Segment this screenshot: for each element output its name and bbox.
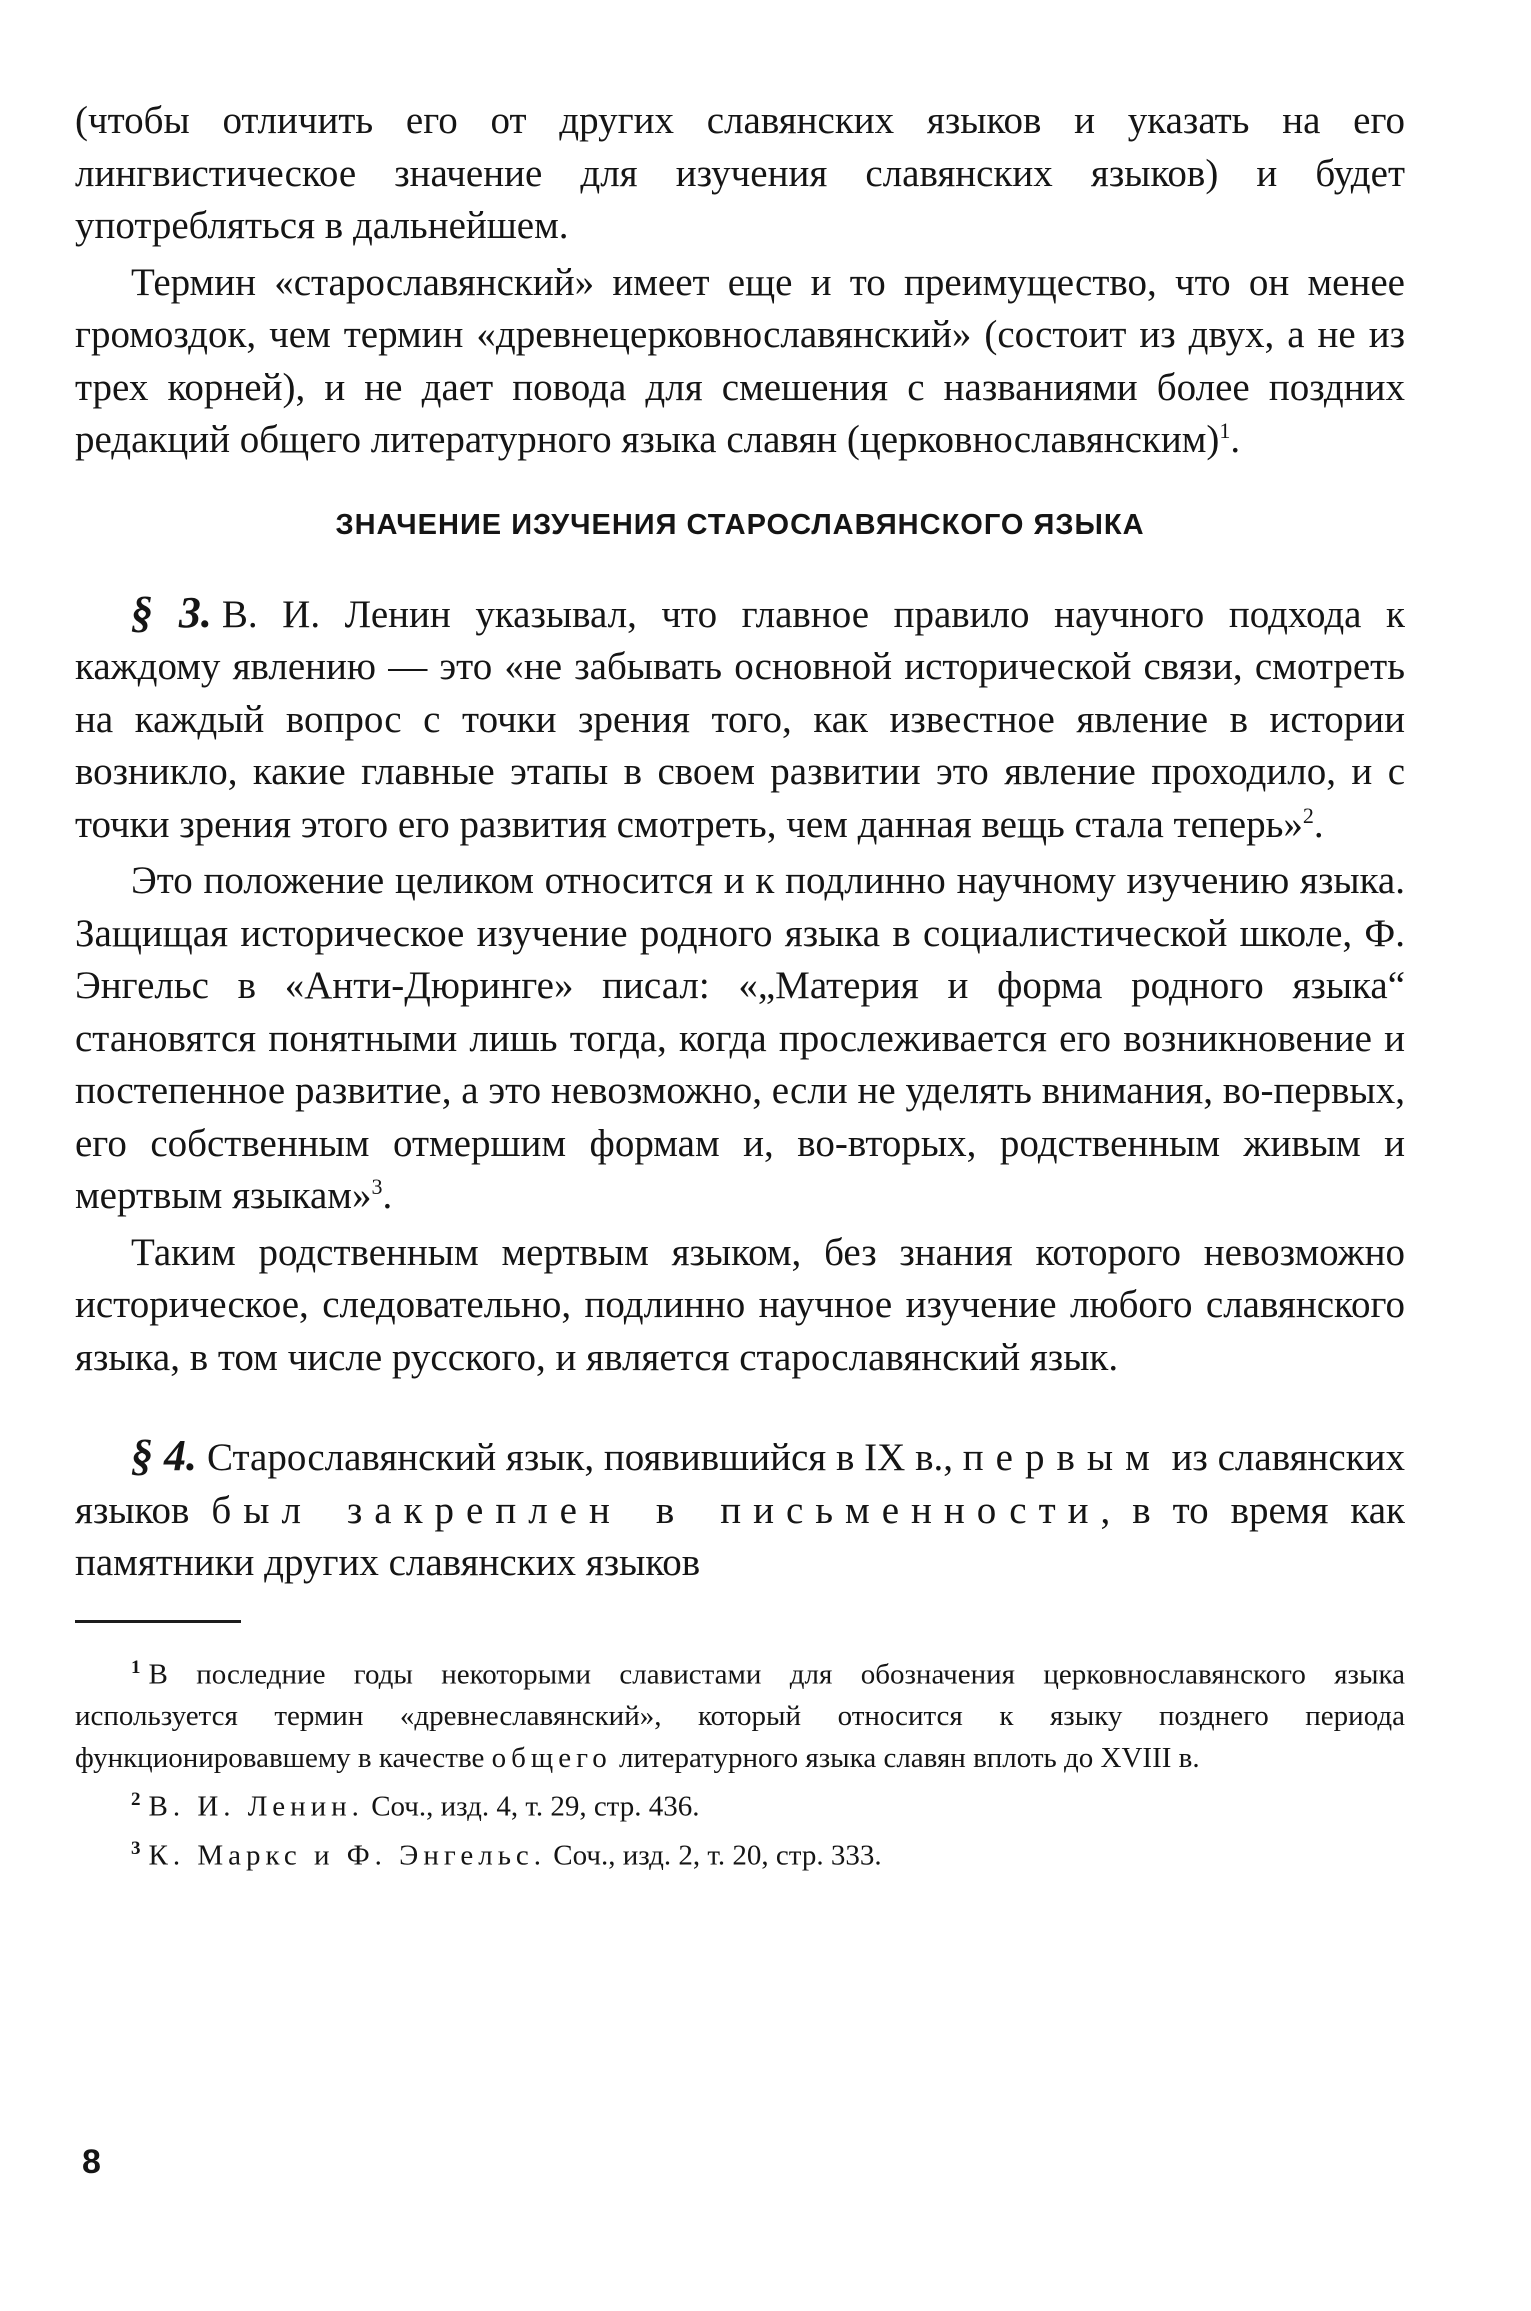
section-3-paragraph-2-text: Это положение целиком относится и к подлинно научному изучению языка. Защищая историческое изучение родного языка в социалистической школе, Ф. Энгельс в «Анти-Дюринге» писал: «„Материя и форма родного языка“ становятся понятными лишь тогда, когда прослеживается его возникновение и постепенное развитие, а это невозможно, если не уделять внимания, во-первых, его собственным отмершим формам и, во-вторых, родственным живым и мертвым языкам» [75,859,1405,1217]
footnote-2-number: 2 [131,1789,141,1811]
section-3-paragraph-1-text: В. И. Ленин указывал, что главное правило научного подхода к каждому явлению — это «не забывать основной исторической связи, смотреть на каждый вопрос с точки зрения того, как известное явление в истории возникло, какие главные этапы в своем развитии это явление проходило, и с точки зрения этого его развития смотреть, чем данная вещь стала теперь» [75,592,1405,846]
page-number: 8 [82,2143,101,2181]
section-3-paragraph-2-end: . [382,1174,393,1217]
section-3-paragraph-1-end: . [1313,802,1324,846]
section-4-mark: § 4. [131,1431,198,1480]
section-heading: ЗНАЧЕНИЕ ИЗУЧЕНИЯ СТАРОСЛАВЯНСКОГО ЯЗЫКА [335,508,1145,541]
footnote-1 [75,1647,1405,1780]
footnote-ref-2: 2 [1302,802,1314,828]
section-4-emphasis-written: был закреплен в письменности [211,1488,1101,1532]
footnote-2-author: В. И. Ленин. [148,1790,364,1823]
section-3-paragraph-3: Таким родственным мертвым языком, без знания которого невозможно историческое, следовательно, подлинно научное изучение любого славянского языка, в том числе русского, и является старославянский язык. [75,1230,1405,1379]
footnote-3 [75,1828,1405,1877]
footnote-ref-3: 3 [371,1174,383,1199]
page-body [75,95,1405,1876]
section-3-paragraph-1 [75,587,1405,852]
footnote-2-text: Соч., изд. 4, т. 29, стр. 436. [371,1790,700,1823]
footnote-divider [75,1620,241,1623]
footnote-ref-1: 1 [1219,418,1231,443]
intro-paragraph-2-text: Термин «старославянский» имеет еще и то преимущество, что он менее громоздок, чем термин «древнецерковнославянский» (состоит из двух, а не из трех корней), и не дает повода для смешения с названиями более поздних редакций общего литературного языка славян (церковнославянским) [75,260,1405,461]
footnote-2 [75,1779,1405,1828]
footnote-3-author: К. Маркс и Ф. Энгельс. [148,1839,547,1872]
footnote-3-number: 3 [131,1837,141,1859]
section-3-paragraph-2 [75,855,1405,1223]
intro-paragraph-1: (чтобы отличить его от других славянских языков и указать на его лингвистическое значение для изучения славянских языков) и будет употребляться в дальнейшем. [75,99,1405,247]
footnote-1-number: 1 [131,1656,141,1678]
section-4-emphasis-first: первым [962,1436,1162,1479]
intro-paragraph-2 [75,257,1405,467]
footnote-3-text: Соч., изд. 2, т. 20, стр. 333. [553,1839,882,1872]
intro-paragraph-2-end: . [1230,418,1241,461]
section-4-text-a: Старославянский язык, появившийся в IX в., [207,1436,954,1479]
footnote-1-emphasis: общего [491,1742,612,1775]
footnote-1-text-b: литературного языка славян вплоть до XVIII в. [619,1742,1200,1775]
section-4-text-c: , в то время как памятники других славянских языков [75,1488,1405,1584]
footnote-1-text-a: В последние годы некоторыми славистами для обозначения церковнославянского языка используется термин «древнеславянский», который относится к языку позднего периода функционировавшему в качестве [75,1658,1405,1775]
section-4-paragraph [75,1430,1405,1590]
section-3-mark: § 3. [131,587,212,637]
section-4-text-b: из славянских языков [75,1436,1406,1532]
